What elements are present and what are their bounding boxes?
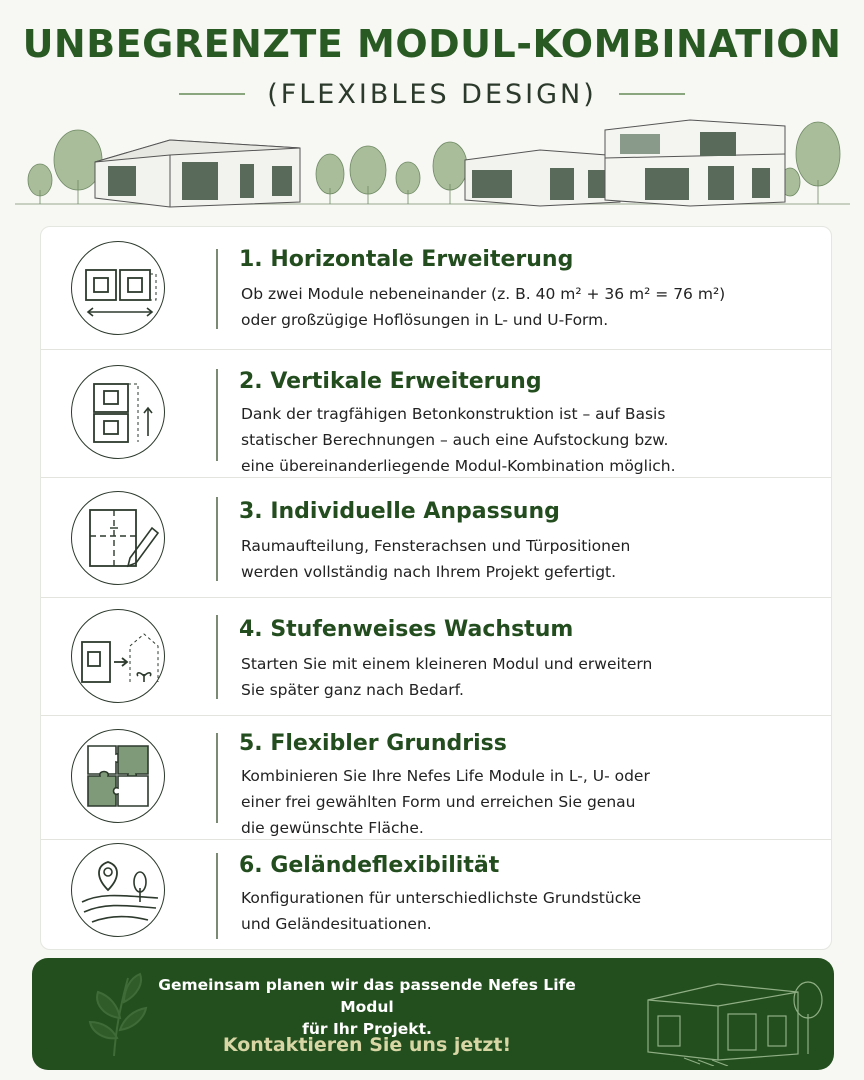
feature-heading: 6. Geländeflexibilität	[239, 853, 500, 878]
house-right-icon	[465, 120, 785, 206]
contact-cta-link[interactable]: Kontaktieren Sie uns jetzt!	[222, 1034, 512, 1056]
row-divider	[216, 497, 218, 581]
growth-module-icon	[71, 609, 165, 703]
page-subtitle: (FLEXIBLES DESIGN)	[267, 78, 597, 110]
cta-message: Gemeinsam planen wir das passende Nefes Life Modul für Ihr Projekt.	[158, 976, 576, 1038]
feature-row	[41, 597, 831, 716]
feature-description: Dank der tragfähigen Betonkonstruktion ist – auf Basis statischer Berechnungen – auch eine Aufstockung bzw. eine übereinanderliegende Modul-Kombination möglich.	[241, 405, 676, 475]
row-divider	[216, 733, 218, 823]
feature-description: Raumaufteilung, Fensterachsen und Türpositionen werden vollständig nach Ihrem Projekt gefertigt.	[241, 537, 631, 581]
modules-side-by-side-icon	[71, 241, 165, 335]
feature-heading: 3. Individuelle Anpassung	[239, 499, 560, 524]
stacked-modules-icon	[71, 365, 165, 459]
puzzle-icon	[71, 729, 165, 823]
features-card	[40, 226, 832, 950]
subtitle-row	[0, 74, 864, 114]
feature-description: Konfigurationen für unterschiedlichste Grundstücke und Geländesituationen.	[241, 889, 642, 933]
terrain-location-icon	[71, 843, 165, 937]
feature-heading: 5. Flexibler Grundriss	[239, 731, 507, 756]
subtitle-rule-left	[179, 93, 245, 95]
floorplan-pencil-icon	[71, 491, 165, 585]
feature-description: Ob zwei Module nebeneinander (z. B. 40 m² + 36 m² = 76 m²) oder großzügige Hoflösungen in L- und U-Form.	[241, 285, 726, 329]
house-outline-icon	[628, 970, 828, 1066]
row-divider	[216, 853, 218, 939]
house-left-icon	[95, 140, 300, 207]
feature-heading: 1. Horizontale Erweiterung	[239, 247, 574, 272]
hero-houses-illustration	[0, 110, 864, 215]
feature-row	[41, 349, 831, 478]
row-divider	[216, 369, 218, 461]
feature-row	[41, 477, 831, 598]
row-divider	[216, 249, 218, 329]
feature-row	[41, 839, 831, 949]
feature-heading: 2. Vertikale Erweiterung	[239, 369, 542, 394]
feature-description: Starten Sie mit einem kleineren Modul und erweitern Sie später ganz nach Bedarf.	[241, 655, 653, 699]
feature-row	[41, 715, 831, 840]
cta-banner	[32, 958, 834, 1070]
feature-heading: 4. Stufenweises Wachstum	[239, 617, 574, 642]
feature-description: Kombinieren Sie Ihre Nefes Life Module in L-, U- oder einer frei gewählten Form und erreichen Sie genau die gewünschte Fläche.	[241, 767, 650, 837]
page-title: UNBEGRENZTE MODUL-KOMBINATION	[22, 22, 842, 66]
subtitle-rule-right	[619, 93, 685, 95]
feature-row	[41, 227, 831, 350]
row-divider	[216, 615, 218, 699]
